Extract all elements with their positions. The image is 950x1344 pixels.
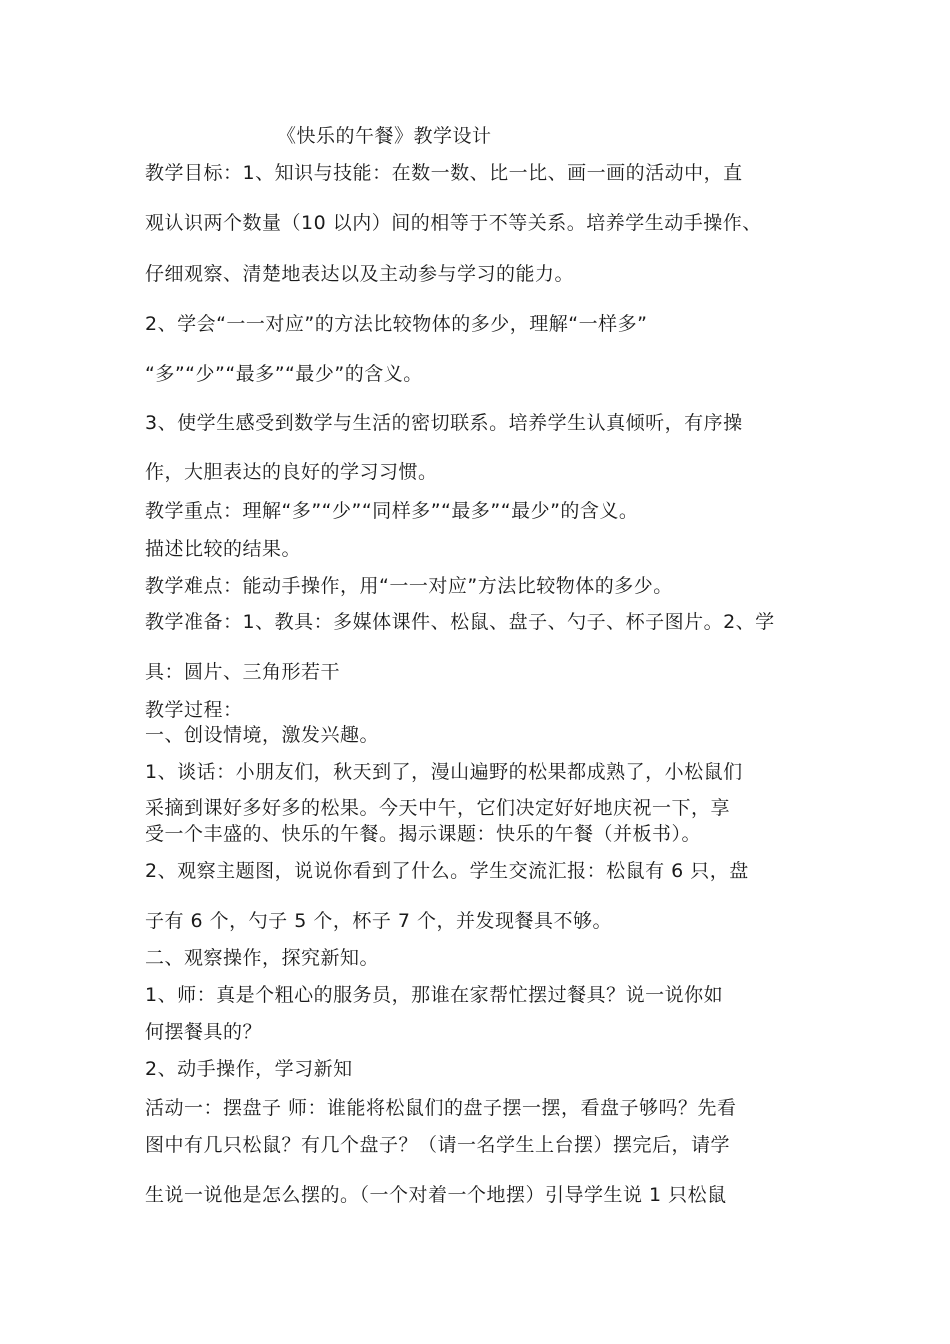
paragraph-line: 观认识两个数量（10 以内）间的相等于不等关系。培养学生动手操作、 <box>145 212 762 234</box>
paragraph-line: 2、动手操作，学习新知 <box>145 1058 353 1080</box>
paragraph-line: 2、学会“一一对应”的方法比较物体的多少，理解“一样多” <box>145 313 648 335</box>
paragraph-line: 采摘到课好多好多的松果。今天中午，它们决定好好地庆祝一下，享 <box>145 797 731 819</box>
paragraph-line: 教学准备：1、教具：多媒体课件、松鼠、盘子、勺子、杯子图片。2、学 <box>145 611 775 633</box>
paragraph-line: “多”“少”“最多”“最少”的含义。 <box>145 363 423 385</box>
paragraph-line: 图中有几只松鼠？有几个盘子？（请一名学生上台摆）摆完后，请学 <box>145 1134 731 1156</box>
paragraph-line: 1、谈话：小朋友们，秋天到了，漫山遍野的松果都成熟了，小松鼠们 <box>145 761 743 783</box>
paragraph-line: 1、师：真是个粗心的服务员，那谁在家帮忙摆过餐具？说一说你如 <box>145 984 724 1006</box>
paragraph-line: 仔细观察、清楚地表达以及主动参与学习的能力。 <box>145 263 575 285</box>
paragraph-line: 具：圆片、三角形若干 <box>145 661 341 683</box>
paragraph-line: 一、创设情境，激发兴趣。 <box>145 724 380 746</box>
paragraph-line: 描述比较的结果。 <box>145 538 302 560</box>
paragraph-line: 子有 6 个，勺子 5 个，杯子 7 个，并发现餐具不够。 <box>145 910 613 932</box>
paragraph-line: 教学难点：能动手操作，用“一一对应”方法比较物体的多少。 <box>145 575 673 597</box>
paragraph-line: 2、观察主题图，说说你看到了什么。学生交流汇报：松鼠有 6 只，盘 <box>145 860 749 882</box>
paragraph-line: 3、使学生感受到数学与生活的密切联系。培养学生认真倾听，有序操 <box>145 412 743 434</box>
paragraph-line: 生说一说他是怎么摆的。（一个对着一个地摆）引导学生说 1 只松鼠 <box>145 1184 727 1206</box>
paragraph-line: 受一个丰盛的、快乐的午餐。揭示课题：快乐的午餐（并板书）。 <box>145 823 702 845</box>
paragraph-line: 活动一：摆盘子 师：谁能将松鼠们的盘子摆一摆，看盘子够吗？先看 <box>145 1097 737 1119</box>
paragraph-line: 何摆餐具的？ <box>145 1021 263 1043</box>
paragraph-line: 二、观察操作，探究新知。 <box>145 947 380 969</box>
paragraph-line: 作，大胆表达的良好的学习习惯。 <box>145 461 438 483</box>
paragraph-line: 教学目标：1、知识与技能：在数一数、比一比、画一画的活动中，直 <box>145 162 743 184</box>
paragraph-line: 教学过程： <box>145 699 243 721</box>
document-title: 《快乐的午餐》教学设计 <box>277 125 492 147</box>
paragraph-line: 教学重点：理解“多”“少”“同样多”“最多”“最少”的含义。 <box>145 500 639 522</box>
